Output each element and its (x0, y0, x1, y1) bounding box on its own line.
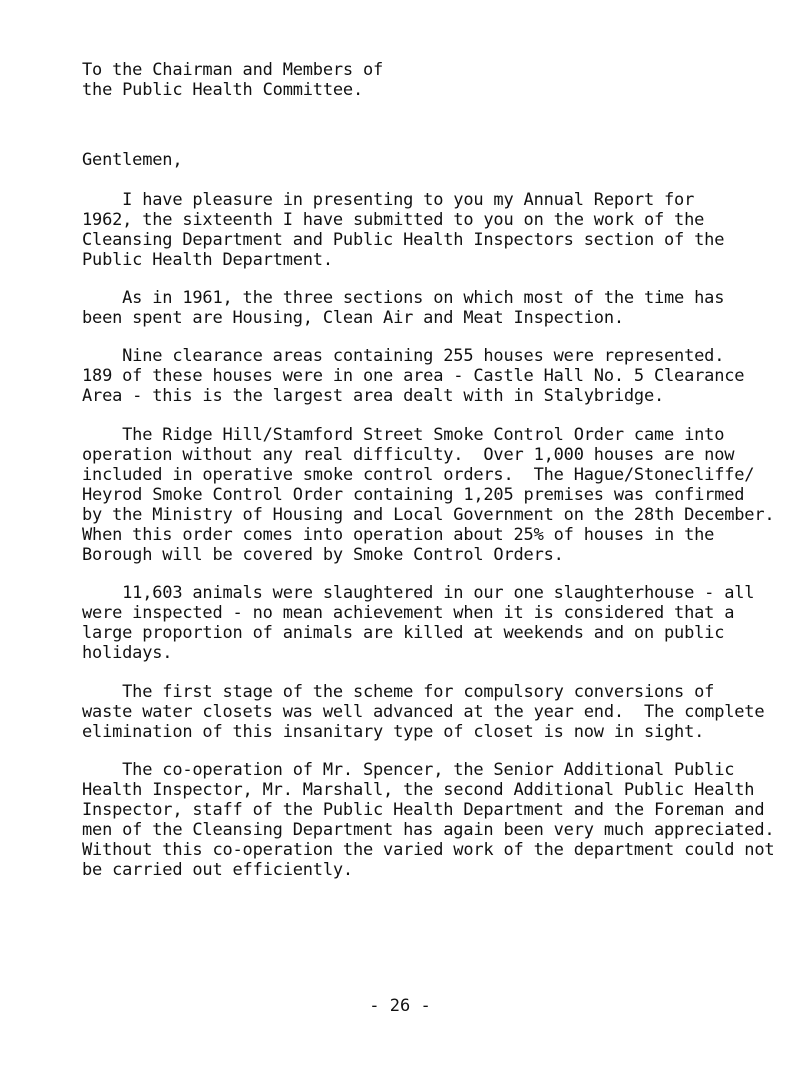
paragraph-line: Borough will be covered by Smoke Control Orders. (82, 545, 564, 565)
paragraph-line: The Ridge Hill/Stamford Street Smoke Control Order came into (82, 425, 725, 445)
paragraph-line: men of the Cleansing Department has again been very much appreciated. (82, 820, 775, 840)
paragraph-line: As in 1961, the three sections on which most of the time has (82, 288, 725, 308)
paragraph-line: were inspected - no mean achievement when it is considered that a (82, 603, 735, 623)
paragraph-line: large proportion of animals are killed at weekends and on public (82, 623, 725, 643)
paragraph-line: been spent are Housing, Clean Air and Meat Inspection. (82, 308, 624, 328)
paragraph-line: Health Inspector, Mr. Marshall, the second Additional Public Health (82, 780, 755, 800)
paragraph-line: waste water closets was well advanced at the year end. The complete (82, 702, 765, 722)
paragraph-line: Nine clearance areas containing 255 houses were represented. (82, 346, 725, 366)
paragraph-line: 189 of these houses were in one area - Castle Hall No. 5 Clearance (82, 366, 745, 386)
paragraph-line: Cleansing Department and Public Health Inspectors section of the (82, 230, 725, 250)
paragraph-line: be carried out efficiently. (82, 860, 353, 880)
paragraph-line: Heyrod Smoke Control Order containing 1,205 premises was confirmed (82, 485, 745, 505)
paragraph-line: Public Health Department. (82, 250, 333, 270)
paragraph-line: 11,603 animals were slaughtered in our one slaughterhouse - all (82, 583, 755, 603)
paragraph-line: When this order comes into operation about 25% of houses in the (82, 525, 715, 545)
paragraph-line: Inspector, staff of the Public Health Department and the Foreman and (82, 800, 765, 820)
address-line: the Public Health Committee. (82, 80, 363, 100)
paragraph-line: included in operative smoke control orders. The Hague/Stonecliffe/ (82, 465, 755, 485)
paragraph-line: The co-operation of Mr. Spencer, the Senior Additional Public (82, 760, 735, 780)
paragraph-line: 1962, the sixteenth I have submitted to you on the work of the (82, 210, 705, 230)
paragraph-line: Area - this is the largest area dealt with in Stalybridge. (82, 386, 665, 406)
paragraph-line: holidays. (82, 643, 173, 663)
paragraph-line: by the Ministry of Housing and Local Government on the 28th December. (82, 505, 775, 525)
paragraph-line: operation without any real difficulty. Over 1,000 houses are now (82, 445, 735, 465)
paragraph-line: elimination of this insanitary type of closet is now in sight. (82, 722, 705, 742)
paragraph-line: I have pleasure in presenting to you my Annual Report for (82, 190, 695, 210)
paragraph-line: The first stage of the scheme for compulsory conversions of (82, 682, 715, 702)
address-line: To the Chairman and Members of (82, 60, 384, 80)
salutation: Gentlemen, (82, 150, 183, 170)
paragraph-line: Without this co-operation the varied work of the department could not (82, 840, 775, 860)
page-number: - 26 - (369, 996, 431, 1016)
